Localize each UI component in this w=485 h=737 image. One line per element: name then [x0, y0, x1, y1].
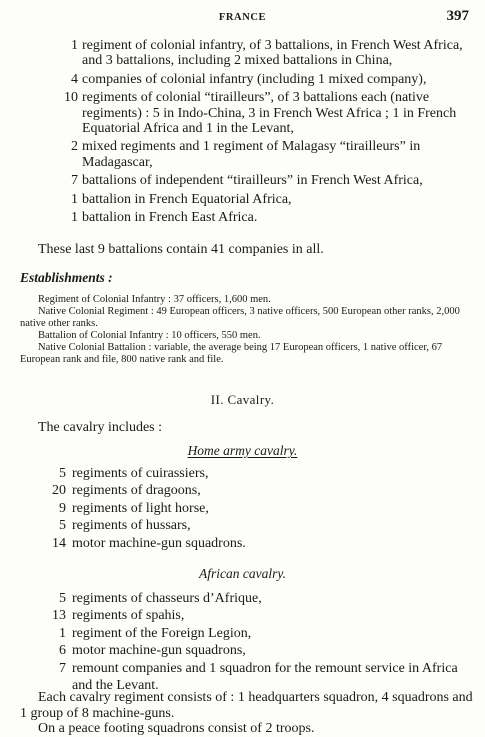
item-text: motor machine-gun squadrons. — [72, 535, 246, 551]
establishment-line: Regiment of Colonial Infantry : 37 officers, 1,600 men. — [38, 294, 271, 305]
list-item — [0, 465, 485, 482]
item-text: remount companies and 1 squadron for the remount service in Africa and the Levant. — [72, 660, 458, 694]
page-number: 397 — [446, 8, 469, 24]
item-number: 9 — [59, 500, 66, 516]
item-number: 1 — [71, 191, 78, 207]
item-text: motor machine-gun squadrons, — [72, 643, 246, 659]
list-item — [0, 173, 485, 188]
african-heading-text: African cavalry. — [199, 566, 286, 581]
item-number: 1 — [59, 625, 66, 641]
list-item — [0, 535, 485, 552]
item-text: regiment of colonial infantry, of 3 battalions, in French West Africa, and 3 battalions, including 2 mixed battalions in China, — [82, 38, 463, 69]
item-text: battalions of independent “tirailleurs” in French West Africa, — [82, 173, 423, 189]
item-number: 14 — [52, 535, 66, 551]
item-number: 10 — [64, 90, 78, 106]
item-number: 7 — [59, 660, 66, 676]
item-text: companies of colonial infantry (including 1 mixed company), — [82, 71, 427, 87]
item-text: regiments of hussars, — [72, 518, 191, 534]
african-heading — [0, 566, 485, 582]
list-item — [0, 642, 485, 659]
item-text: regiments of colonial “tirailleurs”, of 3 battalions each (native regiments) : 5 in Indo-China, 3 in French West Africa ; 1 in French Equatorial Africa and 1 in the Levant, — [82, 90, 457, 137]
list-item — [0, 607, 485, 624]
list-item — [0, 500, 485, 517]
closing-paragraph: Each cavalry regiment consists of : 1 headquarters squadron, 4 squadrons and 1 group of 8 machine-guns. — [20, 690, 473, 721]
item-number: 7 — [71, 173, 78, 189]
list-item — [0, 90, 485, 136]
item-number: 5 — [59, 518, 66, 534]
running-title: FRANCE — [218, 12, 267, 23]
closing-text — [20, 690, 475, 737]
list-item — [0, 625, 485, 642]
list-item — [0, 482, 485, 499]
establishment-line: Battalion of Colonial Infantry : 10 officers, 550 men. — [38, 330, 261, 341]
colonial-infantry-list — [0, 38, 485, 225]
list-item — [0, 72, 485, 87]
item-text: regiments of cuirassiers, — [72, 466, 209, 481]
item-text: mixed regiments and 1 regiment of Malagasy “tirailleurs” in Madagascar, — [82, 139, 421, 170]
home-army-heading — [0, 443, 485, 459]
item-text: regiment of the Foreign Legion, — [72, 625, 252, 641]
battalions-note: These last 9 battalions contain 41 companies in all. — [38, 242, 324, 257]
section-title: II. Cavalry. — [210, 392, 275, 407]
item-number: 2 — [71, 139, 78, 155]
list-item — [0, 590, 485, 607]
item-number: 6 — [59, 643, 66, 659]
item-text: battalion in French East Africa. — [82, 210, 258, 226]
establishments-block — [20, 294, 475, 366]
item-text: regiments of dragoons, — [72, 483, 201, 499]
home-army-heading-text: Home army cavalry. — [187, 443, 298, 458]
list-item — [0, 139, 485, 170]
list-item — [0, 192, 485, 207]
closing-paragraph: On a peace footing squadrons consist of 2 troops. — [38, 721, 315, 736]
establishment-line: Native Colonial Battalion : variable, the average being 17 European officers, 1 native officer, 67 European rank and file, 800 native rank and file. — [20, 342, 443, 365]
item-text: regiments of chasseurs d’Afrique, — [72, 591, 262, 606]
list-item — [0, 38, 485, 69]
item-number: 13 — [52, 608, 66, 624]
list-item — [0, 517, 485, 534]
item-number: 20 — [52, 483, 66, 499]
item-text: regiments of spahis, — [72, 608, 185, 624]
list-item — [0, 210, 485, 225]
item-text: battalion in French Equatorial Africa, — [82, 191, 292, 207]
establishments-heading: Establishments : — [20, 270, 113, 285]
item-number: 1 — [71, 38, 78, 53]
home-army-list — [0, 465, 485, 552]
item-number: 5 — [59, 466, 66, 481]
running-header — [0, 8, 485, 28]
item-number: 4 — [71, 71, 78, 87]
item-number: 1 — [71, 210, 78, 226]
cavalry-intro: The cavalry includes : — [38, 420, 163, 435]
item-text: regiments of light horse, — [72, 500, 209, 516]
item-number: 5 — [59, 591, 66, 606]
establishment-line: Native Colonial Regiment : 49 European officers, 3 native officers, 500 European other ranks, 2,000 native other ranks. — [20, 306, 460, 329]
african-list — [0, 590, 485, 694]
